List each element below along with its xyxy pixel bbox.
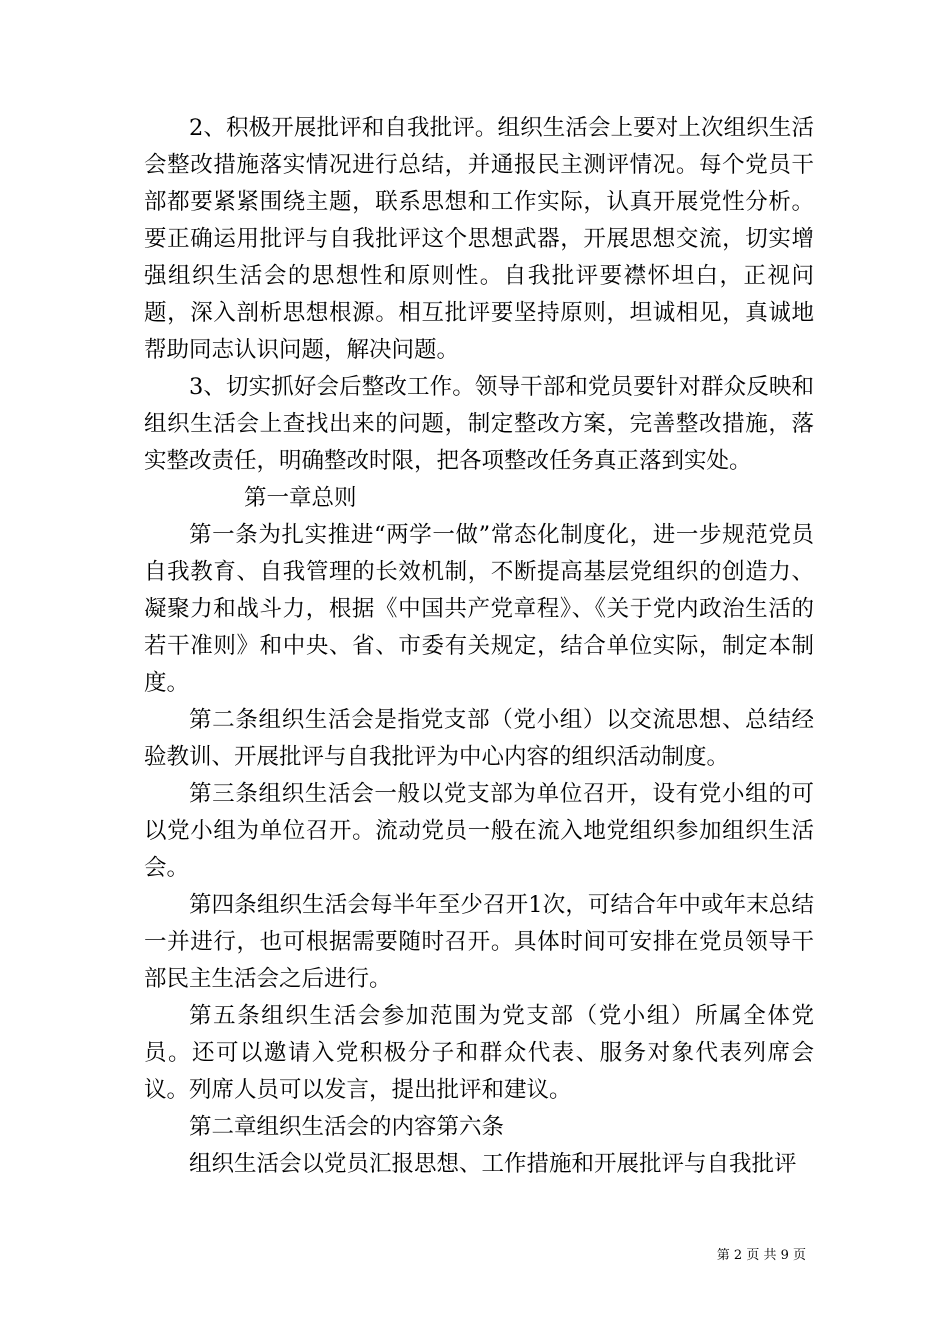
article-2: 第二条组织生活会是指党支部（党小组）以交流思想、总结经验教训、开展批评与自我批评为中心内容的组织活动制度。 <box>144 707 814 770</box>
page-number-footer: 第 2 页 共 9 页 <box>716 1248 806 1263</box>
paragraph-criticism: 2、积极开展批评和自我批评。组织生活会上要对上次组织生活会整改措施落实情况进行总结，并通报民主测评情况。每个党员干部都要紧紧围绕主题，联系思想和工作实际，认真开展党性分析。要正确运用批评与自我批评这个思想武器，开展思想交流，切实增强组织生活会的思想性和原则性。自我批评要襟怀坦白，正视问题，深入剖析思想根源。相互批评要坚持原则，坦诚相见，真诚地帮助同志认识问题，解决问题。 <box>144 115 814 363</box>
paragraph-rectification: 3、切实抓好会后整改工作。领导干部和党员要针对群众反映和组织生活会上查找出来的问题，制定整改方案，完善整改措施，落实整改责任，明确整改时限，把各项整改任务真正落到实处。 <box>144 374 814 474</box>
article-1: 第一条为扎实推进“两学一做”常态化制度化，进一步规范党员自我教育、自我管理的长效机制，不断提高基层党组织的创造力、凝聚力和战斗力，根据《中国共产党章程》、《关于党内政治生活的若干准则》和中央、省、市委有关规定，结合单位实际，制定本制度。 <box>144 522 814 696</box>
article-3: 第三条组织生活会一般以党支部为单位召开，设有党小组的可以党小组为单位召开。流动党员一般在流入地党组织参加组织生活会。 <box>144 781 814 881</box>
document-body <box>144 110 814 1183</box>
paragraph-chapter-2-content: 组织生活会以党员汇报思想、工作措施和开展批评与自我批评 <box>189 1151 797 1177</box>
chapter-1-heading: 第一章总则 <box>244 485 357 511</box>
article-4: 第四条组织生活会每半年至少召开1次，可结合年中或年末总结一并进行，也可根据需要随时召开。具体时间可安排在党员领导干部民主生活会之后进行。 <box>144 892 814 992</box>
chapter-2-heading: 第二章组织生活会的内容第六条 <box>189 1114 505 1140</box>
article-5: 第五条组织生活会参加范围为党支部（党小组）所属全体党员。还可以邀请入党积极分子和群众代表、服务对象代表列席会议。列席人员可以发言，提出批评和建议。 <box>144 1003 814 1103</box>
